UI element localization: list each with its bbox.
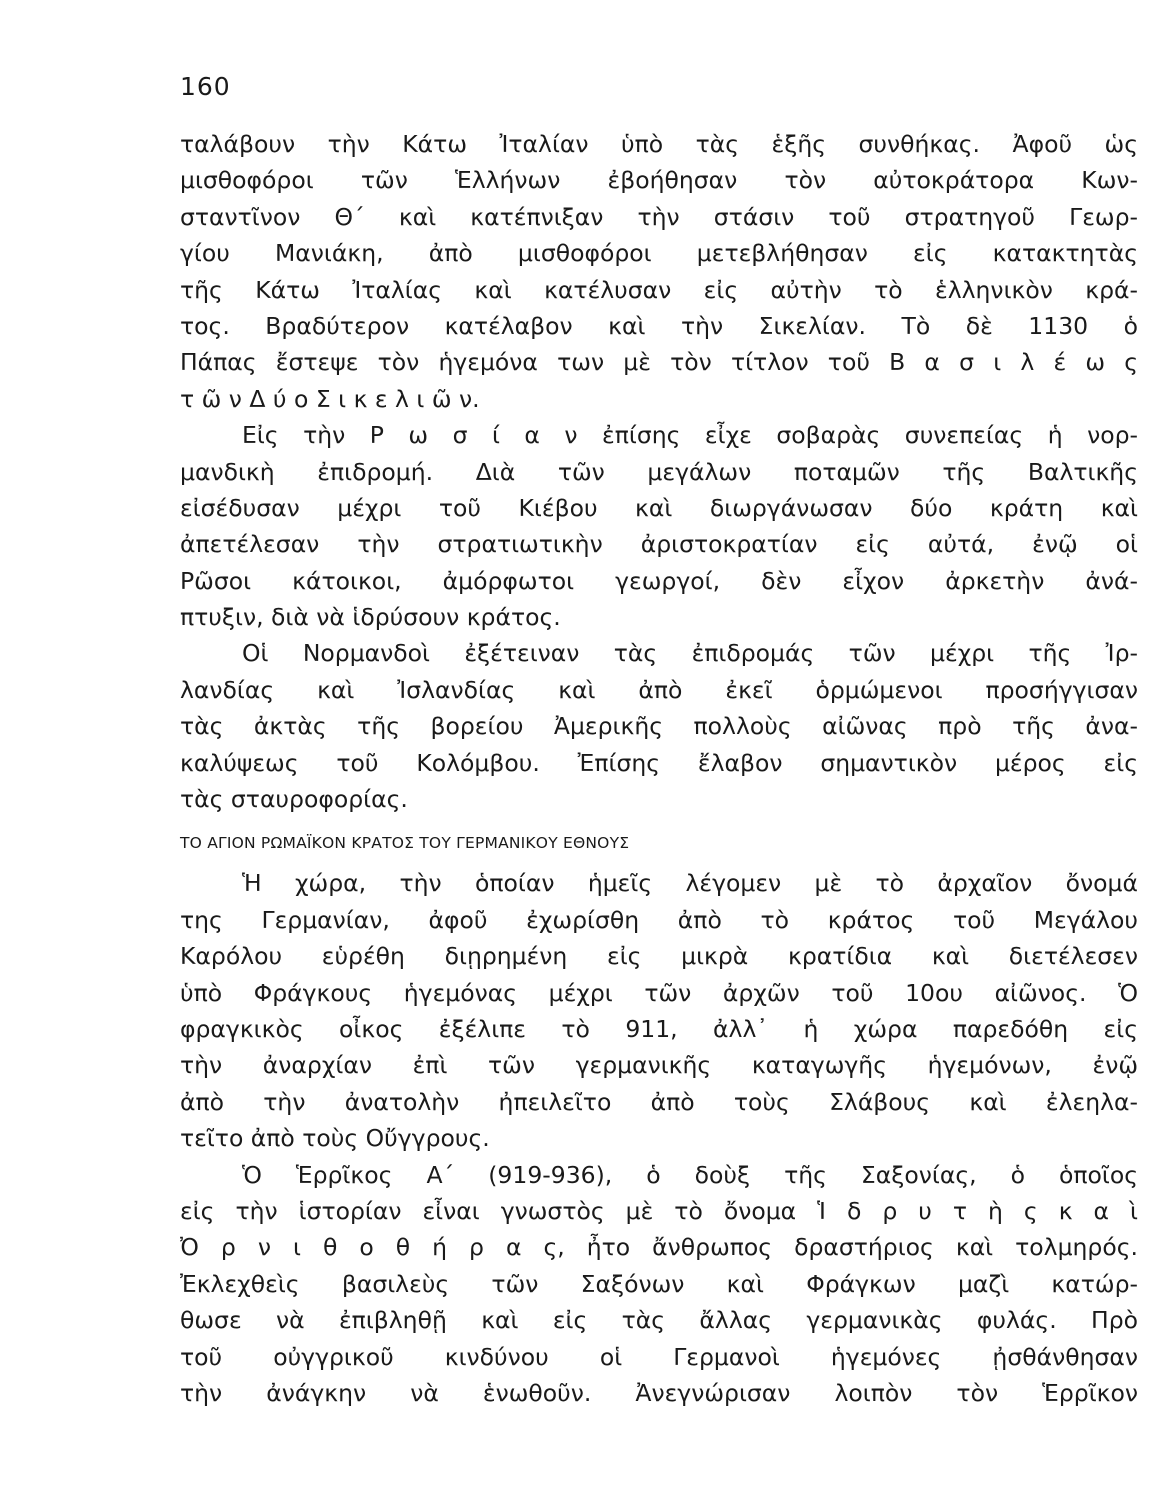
- text-line: Οἱ Νορμανδοὶ ἐξέτειναν τὰς ἐπιδρομάς τῶν μέχρι τῆς Ἰρ-: [242, 639, 1138, 668]
- text-line: Εἰς τὴν Ρ ω σ ί α ν ἐπίσης εἶχε σοβαρὰς συνεπείας ἡ νορ-: [242, 421, 1138, 450]
- text-line: καλύψεως τοῦ Κολόμβου. Ἐπίσης ἔλαβον σημαντικὸν μέρος εἰς: [180, 748, 1138, 777]
- text-line: εἰσέδυσαν μέχρι τοῦ Κιέβου καὶ διωργάνωσαν δύο κράτη καὶ: [180, 493, 1138, 522]
- text-line: τὴν ἀνάγκην νὰ ἑνωθοῦν. Ἀνεγνώρισαν λοιπὸν τὸν Ἑρρῖκον: [180, 1378, 1138, 1407]
- text-line: τεῖτο ἀπὸ τοὺς Οὔγγρους.: [180, 1124, 490, 1153]
- paragraph-normans-russia: [180, 417, 1138, 635]
- page-number: 160: [180, 72, 231, 101]
- text-line: τοῦ οὐγγρικοῦ κινδύνου οἱ Γερμανοὶ ἡγεμόνες ᾐσθάνθησαν: [180, 1342, 1138, 1371]
- text-line: τὴν ἀναρχίαν ἐπὶ τῶν γερμανικῆς καταγωγῆς ἡγεμόνων, ἐνῷ: [180, 1051, 1138, 1080]
- text-line: μισθοφόροι τῶν Ἑλλήνων ἐβοήθησαν τὸν αὐτοκράτορα Κων-: [180, 166, 1138, 195]
- text-body: [180, 126, 1138, 1411]
- text-line: μανδικὴ ἐπιδρομή. Διὰ τῶν μεγάλων ποταμῶν τῆς Βαλτικῆς: [180, 457, 1138, 486]
- text-line: λανδίας καὶ Ἰσλανδίας καὶ ἀπὸ ἐκεῖ ὁρμώμενοι προσήγγισαν: [180, 675, 1138, 704]
- paragraph-germany: [180, 865, 1138, 1156]
- text-line: τὰς ἀκτὰς τῆς βορείου Ἀμερικῆς πολλοὺς αἰῶνας πρὸ τῆς ἀνα-: [180, 712, 1138, 741]
- text-line: ἀπετέλεσαν τὴν στρατιωτικὴν ἀριστοκρατίαν εἰς αὐτά, ἐνῷ οἱ: [180, 530, 1138, 559]
- text-line: Ὁ Ἑρρῖκος Α΄ (919-936), ὁ δοὺξ τῆς Σαξονίας, ὁ ὁποῖος: [242, 1160, 1138, 1189]
- text-line: Ὀ ρ ν ι θ ο θ ή ρ α ς, ἦτο ἄνθρωπος δραστήριος καὶ τολμηρός.: [180, 1233, 1138, 1262]
- text-line: φραγκικὸς οἶκος ἐξέλιπε τὸ 911, ἀλλ᾽ ἡ χώρα παρεδόθη εἰς: [180, 1014, 1138, 1043]
- text-line: Πάπας ἔστεψε τὸν ἡγεμόνα των μὲ τὸν τίτλον τοῦ Β α σ ι λ έ ω ς: [180, 348, 1138, 377]
- section-heading: ΤΟ ΑΓΙΟΝ ΡΩΜΑΪΚΟΝ ΚΡΑΤΟΣ ΤΟΥ ΓΕΡΜΑΝΙΚΟΥ ΕΘΝΟΥΣ: [180, 834, 630, 853]
- text-line: ὑπὸ Φράγκους ἡγεμόνας μέχρι τῶν ἀρχῶν τοῦ 10ου αἰῶνος. Ὁ: [180, 978, 1138, 1007]
- text-line: εἰς τὴν ἱστορίαν εἶναι γνωστὸς μὲ τὸ ὄνομα Ἱ δ ρ υ τ ὴ ς κ α ὶ: [180, 1196, 1138, 1225]
- text-line: πτυξιν, διὰ νὰ ἱδρύσουν κράτος.: [180, 603, 561, 632]
- paragraph-normans-iceland: [180, 635, 1138, 817]
- paragraph-normans-italy: [180, 126, 1138, 417]
- text-line: γίου Μανιάκη, ἀπὸ μισθοφόροι μετεβλήθησαν εἰς κατακτητὰς: [180, 239, 1138, 268]
- text-line: της Γερμανίαν, ἀφοῦ ἐχωρίσθη ἀπὸ τὸ κράτος τοῦ Μεγάλου: [180, 905, 1138, 934]
- text-line: τὰς σταυροφορίας.: [180, 785, 408, 814]
- text-line: τ ῶ ν Δ ύ ο Σ ι κ ε λ ι ῶ ν.: [180, 384, 480, 413]
- text-line: ταλάβουν τὴν Κάτω Ἰταλίαν ὑπὸ τὰς ἑξῆς συνθήκας. Ἀφοῦ ὡς: [180, 130, 1138, 158]
- text-line: Ἡ χώρα, τὴν ὁποίαν ἡμεῖς λέγομεν μὲ τὸ ἀρχαῖον ὄνομά: [242, 869, 1138, 898]
- text-line: τῆς Κάτω Ἰταλίας καὶ κατέλυσαν εἰς αὐτὴν τὸ ἑλληνικὸν κρά-: [180, 275, 1138, 304]
- text-line: σταντῖνον Θ΄ καὶ κατέπνιξαν τὴν στάσιν τοῦ στρατηγοῦ Γεωρ-: [180, 202, 1138, 231]
- text-line: τος. Βραδύτερον κατέλαβον καὶ τὴν Σικελίαν. Τὸ δὲ 1130 ὁ: [180, 311, 1138, 340]
- text-line: θωσε νὰ ἐπιβληθῇ καὶ εἰς τὰς ἄλλας γερμανικὰς φυλάς. Πρὸ: [180, 1306, 1138, 1335]
- paragraph-henry: [180, 1157, 1138, 1412]
- text-line: Καρόλου εὑρέθη διῃρημένη εἰς μικρὰ κρατίδια καὶ διετέλεσεν: [180, 942, 1138, 971]
- text-line: Ἐκλεχθεὶς βασιλεὺς τῶν Σαξόνων καὶ Φράγκων μαζὶ κατώρ-: [180, 1269, 1138, 1298]
- text-line: Ρῶσοι κάτοικοι, ἀμόρφωτοι γεωργοί, δὲν εἶχον ἀρκετὴν ἀνά-: [180, 566, 1138, 595]
- text-line: ἀπὸ τὴν ἀνατολὴν ἠπειλεῖτο ἀπὸ τοὺς Σλάβους καὶ ἐλεηλα-: [180, 1087, 1138, 1116]
